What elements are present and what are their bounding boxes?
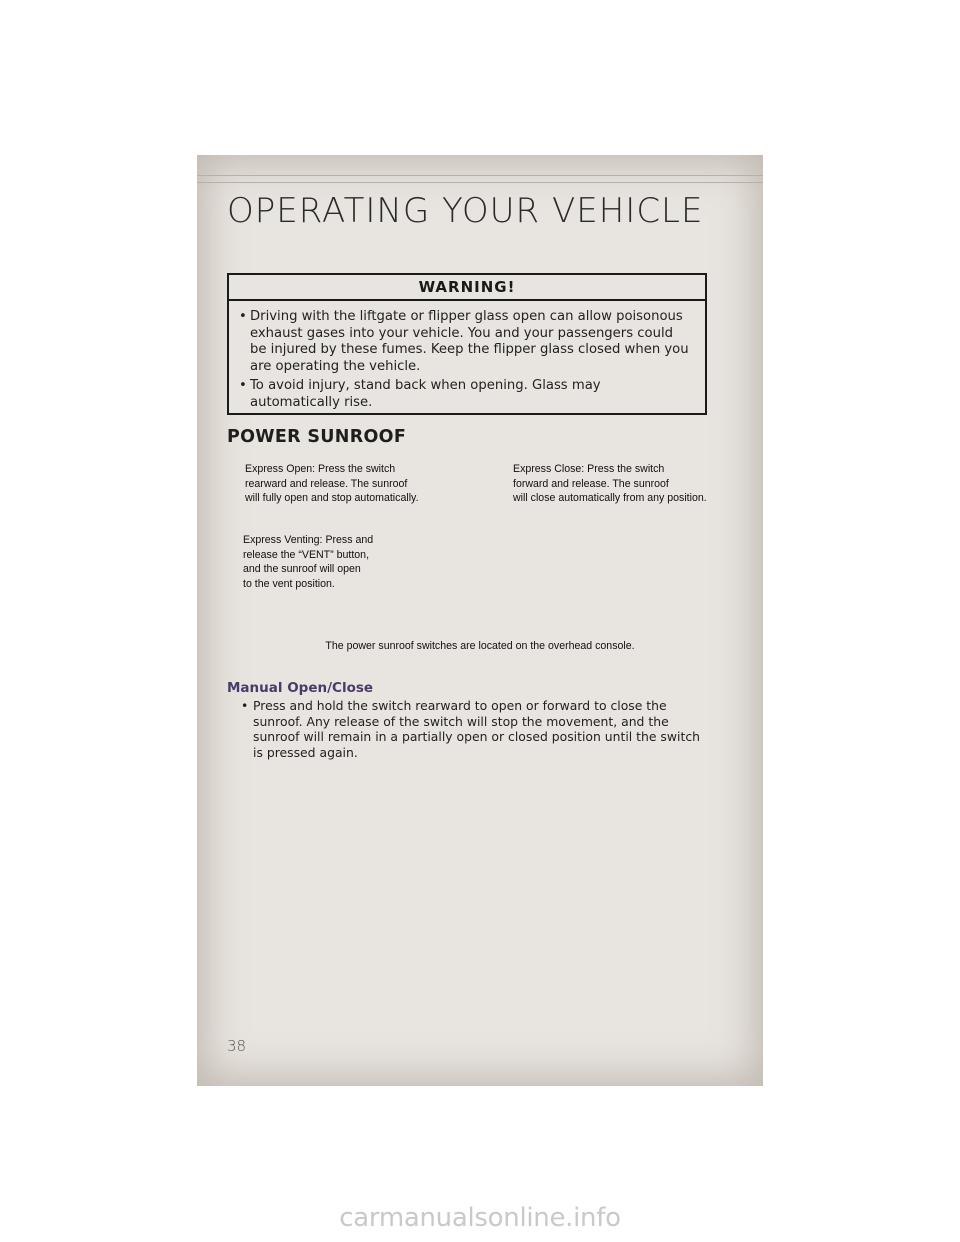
manual-item: • Press and hold the switch rearward to open or forward to close the sunroof. Any release of the switch will stop the movement, and the sunroof will remain in a partially open or closed position until the switch is pressed again. (241, 698, 711, 760)
manual-list (241, 698, 711, 760)
manual-page (197, 155, 763, 1086)
express-close-callout: Express Close: Press the switch forward and release. The sunroof will close automatically from any position. (513, 463, 707, 504)
figure-caption: The power sunroof switches are located on the overhead console. (325, 640, 635, 652)
section-title: OPERATING YOUR VEHICLE (227, 191, 704, 231)
warning-title: WARNING! (229, 275, 705, 301)
header-rule-top (197, 175, 763, 176)
warning-box (227, 273, 707, 415)
page-number: 38 (227, 1037, 247, 1055)
warning-item: • To avoid injury, stand back when opening. Glass may automatically rise. (239, 378, 693, 411)
watermark: carmanualsonline.info (339, 1203, 621, 1233)
express-open-callout: Express Open: Press the switch rearward and release. The sunroof will fully open and stop automatically. (245, 463, 419, 504)
power-sunroof-heading: POWER SUNROOF (227, 427, 407, 447)
header-rule-bottom (197, 182, 763, 183)
express-venting-callout: Express Venting: Press and release the “VENT” button, and the sunroof will open to the vent position. (243, 534, 374, 590)
warning-list (229, 301, 705, 412)
warning-item: • Driving with the liftgate or flipper glass open can allow poisonous exhaust gases into your vehicle. You and your passengers could be injured by these fumes. Keep the flipper glass closed when you are operating the vehicle. (239, 309, 693, 375)
manual-open-close-heading: Manual Open/Close (227, 680, 374, 696)
